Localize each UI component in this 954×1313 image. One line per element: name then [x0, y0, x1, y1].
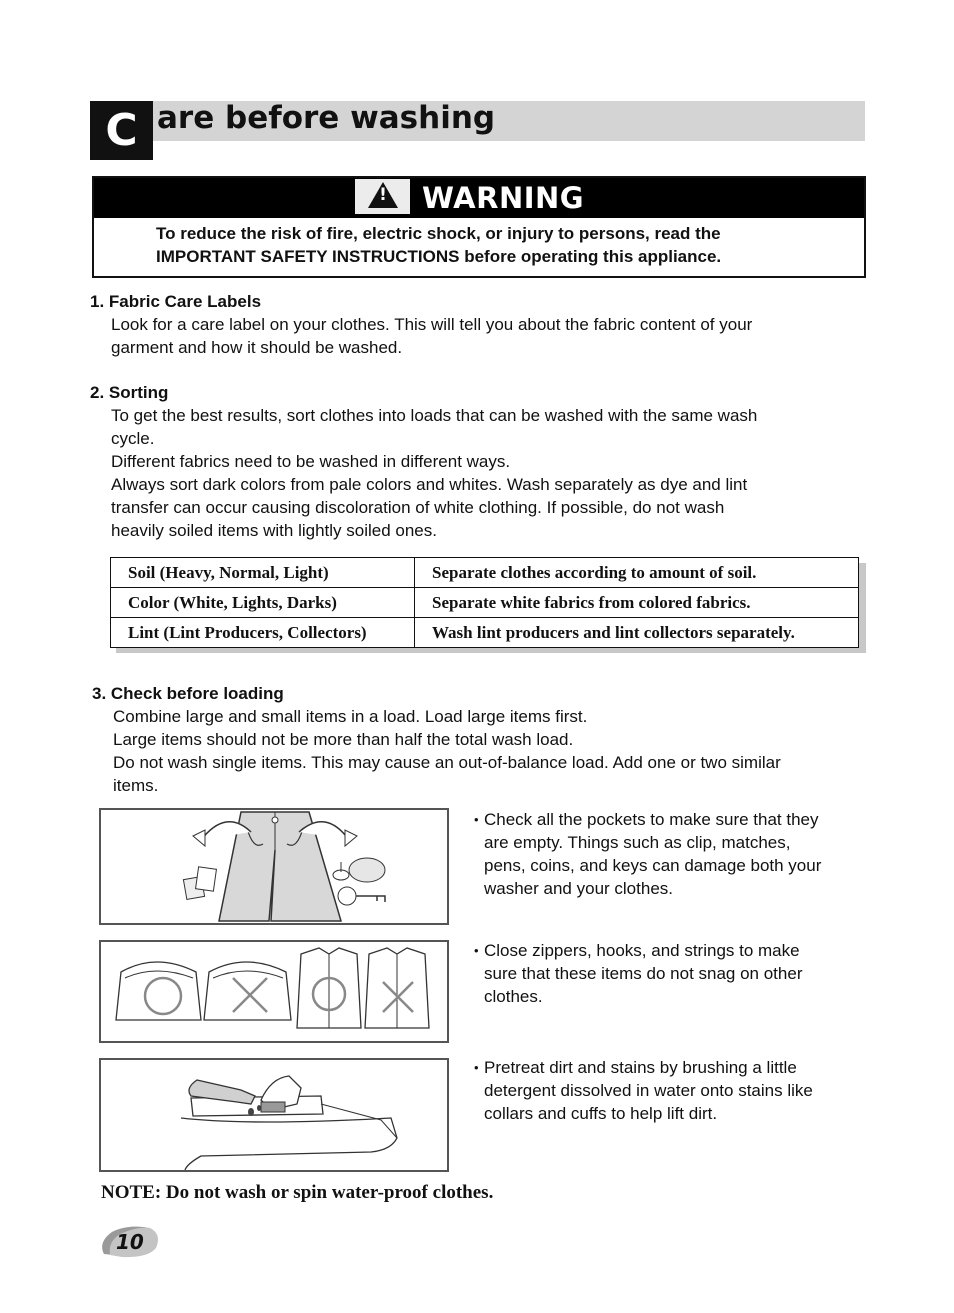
- text-line: detergent dissolved in water onto stains like: [484, 1081, 813, 1100]
- exclamation-icon: !: [379, 185, 387, 205]
- text-line: Large items should not be more than half the total wash load.: [113, 730, 574, 749]
- detergent-bottle-collar-icon: [101, 1060, 447, 1170]
- bullet-pockets: [474, 808, 822, 900]
- table-cell-category: Soil (Heavy, Normal, Light): [111, 558, 415, 588]
- text-line: Pretreat dirt and stains by brushing a little: [484, 1058, 797, 1077]
- table-cell-instruction: Separate clothes according to amount of soil.: [415, 558, 859, 588]
- text-line: pens, coins, and keys can damage both your: [484, 856, 822, 875]
- title-initial: C: [90, 101, 153, 160]
- table-row: [111, 618, 859, 648]
- text-line: Different fabrics need to be washed in different ways.: [111, 452, 511, 471]
- table-cell-category: Color (White, Lights, Darks): [111, 588, 415, 618]
- warning-line: To reduce the risk of fire, electric shock, or injury to persons, read the: [156, 224, 721, 243]
- warning-line: IMPORTANT SAFETY INSTRUCTIONS before operating this appliance.: [156, 247, 722, 266]
- text-line: washer and your clothes.: [484, 879, 673, 898]
- text-line: Always sort dark colors from pale colors and whites. Wash separately as dye and lint: [111, 475, 748, 494]
- warning-title: WARNING: [422, 181, 585, 215]
- bullet-icon: •: [474, 943, 479, 958]
- text-line: Check all the pockets to make sure that they: [484, 810, 819, 829]
- sorting-table: [110, 557, 859, 648]
- table-row: [111, 588, 859, 618]
- table-row: [111, 558, 859, 588]
- bullet-zippers: [474, 939, 803, 1008]
- text-line: transfer can occur causing discoloration of white clothing. If possible, do not wash: [111, 498, 725, 517]
- bullet-icon: •: [474, 1060, 479, 1075]
- text-line: To get the best results, sort clothes into loads that can be washed with the same wash: [111, 406, 758, 425]
- note-text: NOTE: Do not wash or spin water-proof clothes.: [101, 1182, 494, 1203]
- table-cell-category: Lint (Lint Producers, Collectors): [111, 618, 415, 648]
- text-line: Look for a care label on your clothes. This will tell you about the fabric content of your: [111, 315, 753, 334]
- text-line: Close zippers, hooks, and strings to make: [484, 941, 800, 960]
- text-line: garment and how it should be washed.: [111, 338, 403, 357]
- zippers-illustration: [99, 940, 449, 1043]
- warning-text: [156, 222, 846, 268]
- text-line: Combine large and small items in a load. Load large items first.: [113, 707, 588, 726]
- trousers-pockets-icon: [101, 810, 447, 923]
- section-title-fabric-care: 1. Fabric Care Labels: [90, 292, 262, 311]
- text-line: are empty. Things such as clip, matches,: [484, 833, 791, 852]
- text-line: cycle.: [111, 429, 155, 448]
- table-cell-instruction: Separate white fabrics from colored fabrics.: [415, 588, 859, 618]
- zippers-shirts-icon: [101, 942, 447, 1041]
- text-line: clothes.: [484, 987, 543, 1006]
- section-title-sorting: 2. Sorting: [90, 383, 169, 402]
- text-line: heavily soiled items with lightly soiled ones.: [111, 521, 437, 540]
- section-body-fabric-care: [111, 313, 752, 359]
- text-line: collars and cuffs to help lift dirt.: [484, 1104, 718, 1123]
- text-line: items.: [113, 776, 159, 795]
- section-body-sorting: [111, 404, 757, 542]
- table-cell-instruction: Wash lint producers and lint collectors separately.: [415, 618, 859, 648]
- page-number: 10: [116, 1230, 144, 1254]
- text-line: Do not wash single items. This may cause an out-of-balance load. Add one or two similar: [113, 753, 781, 772]
- section-body-check-loading: [113, 705, 781, 797]
- bullet-icon: •: [474, 812, 479, 827]
- text-line: sure that these items do not snag on other: [484, 964, 803, 983]
- pockets-illustration: [99, 808, 449, 925]
- pretreat-illustration: [99, 1058, 449, 1172]
- bullet-pretreat: [474, 1056, 813, 1125]
- page-title: are before washing: [157, 100, 496, 136]
- section-title-check-loading: 3. Check before loading: [92, 684, 284, 703]
